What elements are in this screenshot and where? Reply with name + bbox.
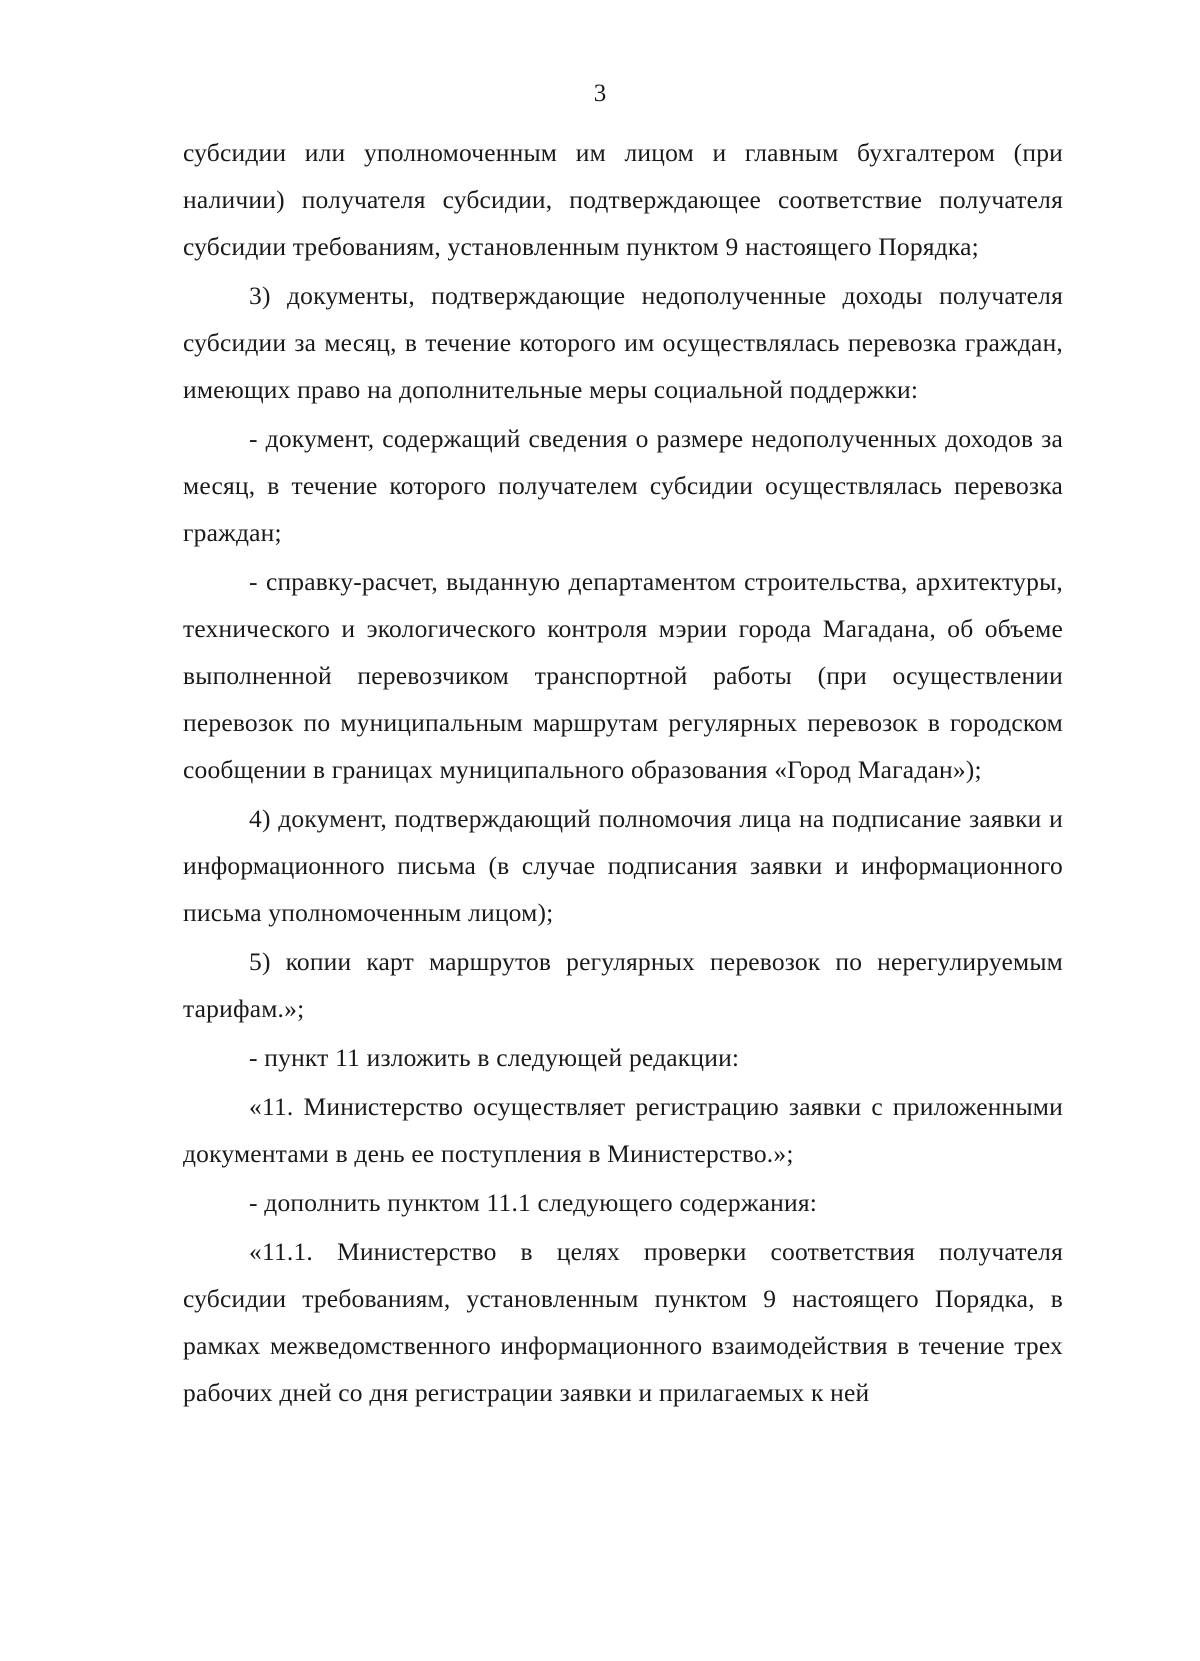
paragraph: - документ, содержащий сведения о размере недополученных доходов за месяц, в течение которого получателем субсидии осуществлялась перевозка граждан;: [183, 424, 1063, 547]
paragraph: - справку-расчет, выданную департаментом строительства, архитектуры, технического и экологического контроля мэрии города Магадана, об объеме выполненной перевозчиком транспортной работы (при осуществлении перевозок по муниципальным маршрутам регулярных перевозок в городском сообщении в границах муниципального образования «Город Магадан»);: [183, 567, 1063, 784]
paragraph: «11. Министерство осуществляет регистрацию заявки с приложенными документами в день ее поступления в Министерство.»;: [183, 1092, 1063, 1168]
paragraph: субсидии или уполномоченным им лицом и главным бухгалтером (при наличии) получателя субсидии, подтверждающее соответствие получателя субсидии требованиям, установленным пунктом 9 настоящего Порядка;: [183, 138, 1063, 261]
paragraph: - пункт 11 изложить в следующей редакции:: [249, 1043, 740, 1072]
paragraph: 4) документ, подтверждающий полномочия лица на подписание заявки и информационного письма (в случае подписания заявки и информационного письма уполномоченным лицом);: [183, 804, 1063, 927]
paragraph: 3) документы, подтверждающие недополученные доходы получателя субсидии за месяц, в течение которого им осуществлялась перевозка граждан, имеющих право на дополнительные меры социальной поддержки:: [183, 281, 1063, 404]
page-number: 3: [593, 80, 607, 107]
paragraph: «11.1. Министерство в целях проверки соответствия получателя субсидии требованиям, установленным пунктом 9 настоящего Порядка, в рамках межведомственного информационного взаимодействия в течение трех рабочих дней со дня регистрации заявки и прилагаемых к ней: [183, 1237, 1063, 1407]
document-body: [183, 129, 1063, 1418]
paragraph: - дополнить пунктом 11.1 следующего содержания:: [249, 1188, 818, 1217]
paragraph: 5) копии карт маршрутов регулярных перевозок по нерегулируемым тарифам.»;: [183, 947, 1063, 1023]
